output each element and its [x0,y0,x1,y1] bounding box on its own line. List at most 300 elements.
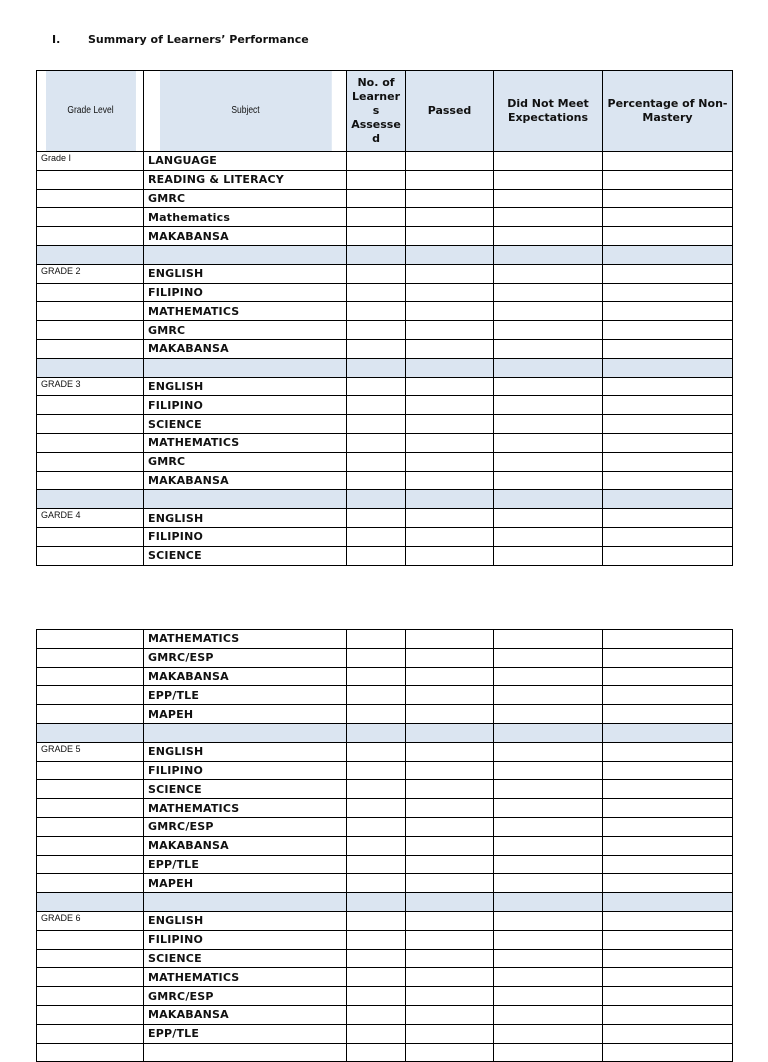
subject-cell: GMRC/ESP [144,648,347,667]
non-mastery-cell[interactable] [603,452,733,471]
separator-row [37,245,733,264]
subject-cell: MATHEMATICS [144,968,347,987]
passed-cell[interactable] [406,321,494,340]
table-row [37,509,733,528]
separator-cell [144,245,347,264]
passed-cell[interactable] [406,170,494,189]
separator-cell [494,358,603,377]
table-row [37,321,733,340]
did-not-meet-cell[interactable] [494,509,603,528]
subject-cell: EPP/TLE [144,1024,347,1043]
table-row [37,283,733,302]
did-not-meet-cell[interactable] [494,264,603,283]
passed-cell[interactable] [406,836,494,855]
non-mastery-cell[interactable] [603,817,733,836]
learners-assessed-cell[interactable] [347,836,406,855]
non-mastery-cell[interactable] [603,799,733,818]
table-row [37,189,733,208]
non-mastery-cell[interactable] [603,1024,733,1043]
learners-assessed-cell[interactable] [347,227,406,246]
did-not-meet-cell[interactable] [494,1005,603,1024]
table-row [37,761,733,780]
table-row [37,339,733,358]
non-mastery-cell[interactable] [603,930,733,949]
non-mastery-cell[interactable] [603,742,733,761]
passed-cell[interactable] [406,742,494,761]
grade-level-cell [37,433,144,452]
non-mastery-cell[interactable] [603,189,733,208]
grade-level-cell [37,396,144,415]
learners-assessed-cell[interactable] [347,152,406,171]
grade-level-cell [37,546,144,565]
non-mastery-cell[interactable] [603,648,733,667]
did-not-meet-cell[interactable] [494,302,603,321]
passed-cell[interactable] [406,686,494,705]
grade-level-cell [37,189,144,208]
subject-cell: MAKABANSA [144,1005,347,1024]
learners-assessed-cell[interactable] [347,302,406,321]
passed-cell[interactable] [406,396,494,415]
passed-cell[interactable] [406,208,494,227]
non-mastery-cell[interactable] [603,339,733,358]
did-not-meet-cell[interactable] [494,930,603,949]
did-not-meet-cell[interactable] [494,1024,603,1043]
separator-cell [494,723,603,742]
non-mastery-cell[interactable] [603,780,733,799]
grade-level-cell: GRADE 5 [37,742,144,761]
passed-cell[interactable] [406,189,494,208]
grade-level-cell [37,170,144,189]
passed-cell[interactable] [406,527,494,546]
did-not-meet-cell[interactable] [494,761,603,780]
learners-assessed-cell[interactable] [347,170,406,189]
subject-cell: SCIENCE [144,780,347,799]
learners-assessed-cell[interactable] [347,911,406,930]
did-not-meet-cell[interactable] [494,630,603,649]
learners-assessed-cell[interactable] [347,780,406,799]
subject-cell: GMRC/ESP [144,817,347,836]
separator-cell [406,893,494,912]
did-not-meet-cell[interactable] [494,471,603,490]
non-mastery-cell[interactable] [603,911,733,930]
grade-level-cell [37,949,144,968]
grade-level-cell: GRADE 3 [37,377,144,396]
passed-cell[interactable] [406,283,494,302]
did-not-meet-cell[interactable] [494,911,603,930]
table-row [37,667,733,686]
grade-level-cell [37,1043,144,1062]
passed-cell[interactable] [406,705,494,724]
did-not-meet-cell[interactable] [494,667,603,686]
subject-cell: FILIPINO [144,527,347,546]
non-mastery-cell[interactable] [603,415,733,434]
passed-cell[interactable] [406,1043,494,1062]
passed-cell[interactable] [406,968,494,987]
passed-cell[interactable] [406,855,494,874]
header-passed: Passed [406,71,494,152]
table-row [37,471,733,490]
non-mastery-cell[interactable] [603,264,733,283]
table-row [37,302,733,321]
non-mastery-cell[interactable] [603,302,733,321]
table-row [37,433,733,452]
learners-assessed-cell[interactable] [347,705,406,724]
learners-assessed-cell[interactable] [347,1043,406,1062]
table-row [37,780,733,799]
learners-assessed-cell[interactable] [347,987,406,1006]
did-not-meet-cell[interactable] [494,648,603,667]
passed-cell[interactable] [406,415,494,434]
did-not-meet-cell[interactable] [494,874,603,893]
table-row [37,874,733,893]
non-mastery-cell[interactable] [603,321,733,340]
grade-level-cell [37,930,144,949]
passed-cell[interactable] [406,1005,494,1024]
separator-cell [406,245,494,264]
table-row [37,527,733,546]
passed-cell[interactable] [406,930,494,949]
separator-cell [603,490,733,509]
passed-cell[interactable] [406,949,494,968]
separator-cell [37,723,144,742]
table-row [37,415,733,434]
table-row [37,630,733,649]
learners-assessed-cell[interactable] [347,471,406,490]
separator-cell [347,723,406,742]
subject-cell: EPP/TLE [144,686,347,705]
learners-assessed-cell[interactable] [347,761,406,780]
non-mastery-cell[interactable] [603,987,733,1006]
table-row [37,742,733,761]
learners-assessed-cell[interactable] [347,874,406,893]
passed-cell[interactable] [406,509,494,528]
learners-assessed-cell[interactable] [347,189,406,208]
table-row [37,799,733,818]
subject-cell: MATHEMATICS [144,799,347,818]
did-not-meet-cell[interactable] [494,836,603,855]
did-not-meet-cell[interactable] [494,968,603,987]
non-mastery-cell[interactable] [603,152,733,171]
did-not-meet-cell[interactable] [494,415,603,434]
grade-level-cell: GRADE 6 [37,911,144,930]
section-number: I. [52,33,61,46]
learners-assessed-cell[interactable] [347,509,406,528]
subject-cell: MAKABANSA [144,667,347,686]
grade-level-cell [37,527,144,546]
separator-cell [494,245,603,264]
passed-cell[interactable] [406,761,494,780]
learners-assessed-cell[interactable] [347,1024,406,1043]
did-not-meet-cell[interactable] [494,339,603,358]
subject-cell: SCIENCE [144,415,347,434]
grade-level-cell [37,968,144,987]
learners-assessed-cell[interactable] [347,949,406,968]
grade-level-cell: GRADE 2 [37,264,144,283]
table-row [37,152,733,171]
subject-cell: GMRC/ESP [144,987,347,1006]
table-row [37,987,733,1006]
subject-cell: MAKABANSA [144,471,347,490]
learners-assessed-cell[interactable] [347,817,406,836]
learners-assessed-cell[interactable] [347,686,406,705]
did-not-meet-cell[interactable] [494,780,603,799]
non-mastery-cell[interactable] [603,227,733,246]
header-learners-assessed: No. of Learner s Assesse d [347,71,406,152]
did-not-meet-cell[interactable] [494,855,603,874]
learners-assessed-cell[interactable] [347,799,406,818]
passed-cell[interactable] [406,1024,494,1043]
grade-level-cell [37,780,144,799]
section-heading [52,33,309,46]
non-mastery-cell[interactable] [603,836,733,855]
subject-cell: ENGLISH [144,377,347,396]
non-mastery-cell[interactable] [603,377,733,396]
did-not-meet-cell[interactable] [494,208,603,227]
grade-level-cell [37,761,144,780]
table-row [37,1024,733,1043]
grade-level-cell [37,630,144,649]
subject-cell: MAKABANSA [144,227,347,246]
non-mastery-cell[interactable] [603,968,733,987]
header-subject: Subject [159,71,332,152]
table-row [37,648,733,667]
did-not-meet-cell[interactable] [494,527,603,546]
table-row [37,264,733,283]
did-not-meet-cell[interactable] [494,452,603,471]
subject-cell: GMRC [144,321,347,340]
learners-assessed-cell[interactable] [347,208,406,227]
did-not-meet-cell[interactable] [494,377,603,396]
learners-assessed-cell[interactable] [347,855,406,874]
non-mastery-cell[interactable] [603,433,733,452]
learners-assessed-cell[interactable] [347,433,406,452]
separator-cell [347,490,406,509]
separator-row [37,893,733,912]
learners-assessed-cell[interactable] [347,648,406,667]
did-not-meet-cell[interactable] [494,949,603,968]
did-not-meet-cell[interactable] [494,686,603,705]
did-not-meet-cell[interactable] [494,1043,603,1062]
passed-cell[interactable] [406,874,494,893]
grade-level-cell [37,874,144,893]
table-row [37,855,733,874]
did-not-meet-cell[interactable] [494,817,603,836]
separator-cell [144,358,347,377]
non-mastery-cell[interactable] [603,705,733,724]
learners-assessed-cell[interactable] [347,742,406,761]
grade-level-cell [37,208,144,227]
non-mastery-cell[interactable] [603,667,733,686]
learners-assessed-cell[interactable] [347,630,406,649]
did-not-meet-cell[interactable] [494,799,603,818]
passed-cell[interactable] [406,152,494,171]
did-not-meet-cell[interactable] [494,189,603,208]
non-mastery-cell[interactable] [603,686,733,705]
subject-cell: GMRC [144,189,347,208]
did-not-meet-cell[interactable] [494,170,603,189]
table-row [37,208,733,227]
subject-cell: MAPEH [144,874,347,893]
passed-cell[interactable] [406,911,494,930]
passed-cell[interactable] [406,817,494,836]
separator-cell [144,893,347,912]
passed-cell[interactable] [406,302,494,321]
separator-cell [144,723,347,742]
table-row [37,227,733,246]
grade-level-cell [37,855,144,874]
learners-assessed-cell[interactable] [347,667,406,686]
learners-assessed-cell[interactable] [347,415,406,434]
learners-assessed-cell[interactable] [347,377,406,396]
did-not-meet-cell[interactable] [494,152,603,171]
non-mastery-cell[interactable] [603,630,733,649]
did-not-meet-cell[interactable] [494,321,603,340]
non-mastery-cell[interactable] [603,855,733,874]
passed-cell[interactable] [406,667,494,686]
separator-cell [603,893,733,912]
did-not-meet-cell[interactable] [494,283,603,302]
table-row [37,705,733,724]
non-mastery-cell[interactable] [603,471,733,490]
grade-level-cell [37,648,144,667]
subject-cell: FILIPINO [144,396,347,415]
grade-level-cell [37,321,144,340]
table-row [37,686,733,705]
grade-level-cell [37,471,144,490]
non-mastery-cell[interactable] [603,546,733,565]
grade-level-cell [37,987,144,1006]
subject-cell: GMRC [144,452,347,471]
subject-cell: EPP/TLE [144,855,347,874]
non-mastery-cell[interactable] [603,949,733,968]
learners-assessed-cell[interactable] [347,452,406,471]
subject-cell: ENGLISH [144,264,347,283]
subject-cell: MAKABANSA [144,836,347,855]
table-row [37,170,733,189]
grade-level-cell: Grade I [37,152,144,171]
learners-assessed-cell[interactable] [347,527,406,546]
learners-assessed-cell[interactable] [347,396,406,415]
passed-cell[interactable] [406,780,494,799]
separator-cell [603,358,733,377]
separator-cell [347,245,406,264]
non-mastery-cell[interactable] [603,396,733,415]
separator-cell [603,245,733,264]
passed-cell[interactable] [406,377,494,396]
separator-cell [603,723,733,742]
non-mastery-cell[interactable] [603,527,733,546]
separator-row [37,358,733,377]
separator-cell [406,723,494,742]
table-row [37,396,733,415]
did-not-meet-cell[interactable] [494,705,603,724]
subject-cell: MAKABANSA [144,339,347,358]
non-mastery-cell[interactable] [603,208,733,227]
grade-level-cell [37,1005,144,1024]
learners-assessed-cell[interactable] [347,930,406,949]
subject-cell: SCIENCE [144,949,347,968]
subject-cell: FILIPINO [144,283,347,302]
passed-cell[interactable] [406,546,494,565]
table-row [37,1005,733,1024]
separator-cell [144,490,347,509]
table-row [37,1043,733,1062]
non-mastery-cell[interactable] [603,509,733,528]
separator-cell [494,490,603,509]
subject-cell: MATHEMATICS [144,433,347,452]
learners-assessed-cell[interactable] [347,968,406,987]
did-not-meet-cell[interactable] [494,987,603,1006]
passed-cell[interactable] [406,452,494,471]
learners-assessed-cell[interactable] [347,283,406,302]
non-mastery-cell[interactable] [603,170,733,189]
did-not-meet-cell[interactable] [494,546,603,565]
subject-cell: LANGUAGE [144,152,347,171]
learners-assessed-cell[interactable] [347,1005,406,1024]
learners-assessed-cell[interactable] [347,546,406,565]
passed-cell[interactable] [406,227,494,246]
passed-cell[interactable] [406,987,494,1006]
performance-table-part-1 [36,70,733,566]
passed-cell[interactable] [406,648,494,667]
non-mastery-cell[interactable] [603,761,733,780]
separator-cell [37,490,144,509]
learners-assessed-cell[interactable] [347,264,406,283]
non-mastery-cell[interactable] [603,1005,733,1024]
passed-cell[interactable] [406,799,494,818]
performance-table-part-2 [36,629,733,1062]
table-row [37,949,733,968]
grade-level-cell [37,415,144,434]
passed-cell[interactable] [406,339,494,358]
grade-level-cell [37,817,144,836]
non-mastery-cell[interactable] [603,283,733,302]
grade-level-cell [37,686,144,705]
subject-cell: READING & LITERACY [144,170,347,189]
subject-cell: ENGLISH [144,742,347,761]
separator-cell [406,358,494,377]
subject-cell: ENGLISH [144,911,347,930]
table-row [37,836,733,855]
did-not-meet-cell[interactable] [494,433,603,452]
table-row [37,930,733,949]
grade-level-cell [37,799,144,818]
section-title: Summary of Learners’ Performance [88,33,309,46]
separator-row [37,723,733,742]
passed-cell[interactable] [406,433,494,452]
did-not-meet-cell[interactable] [494,742,603,761]
passed-cell[interactable] [406,264,494,283]
grade-level-cell [37,283,144,302]
did-not-meet-cell[interactable] [494,227,603,246]
non-mastery-cell[interactable] [603,1043,733,1062]
separator-cell [37,358,144,377]
grade-level-cell [37,836,144,855]
did-not-meet-cell[interactable] [494,396,603,415]
passed-cell[interactable] [406,471,494,490]
subject-cell: MATHEMATICS [144,630,347,649]
passed-cell[interactable] [406,630,494,649]
header-did-not-meet: Did Not Meet Expectations [494,71,603,152]
subject-cell: ENGLISH [144,509,347,528]
learners-assessed-cell[interactable] [347,339,406,358]
non-mastery-cell[interactable] [603,874,733,893]
separator-cell [37,893,144,912]
header-non-mastery: Percentage of Non-Mastery [603,71,733,152]
table-header-row [37,71,733,152]
subject-cell: MAPEH [144,705,347,724]
learners-assessed-cell[interactable] [347,321,406,340]
